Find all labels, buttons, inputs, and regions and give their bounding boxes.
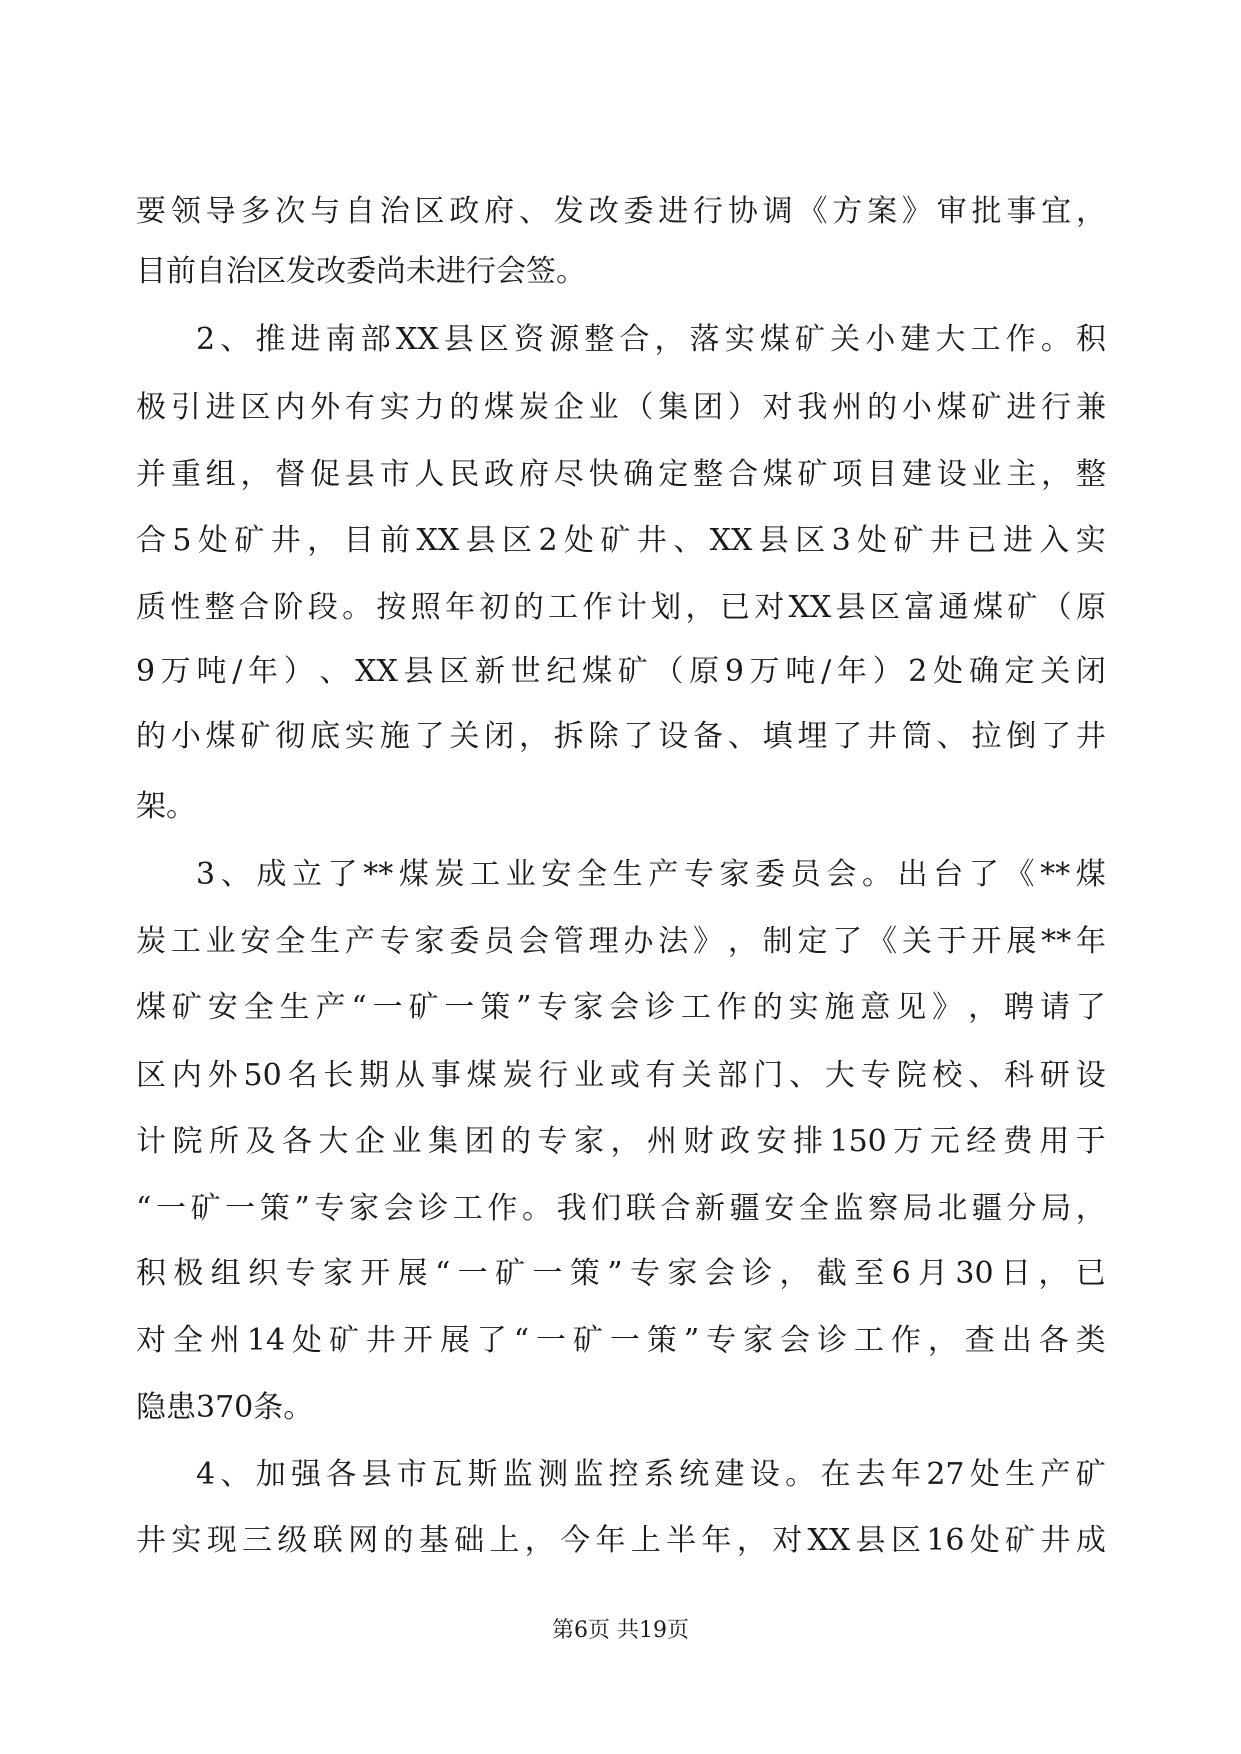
paragraph-line: 2 、 推 进 南 部 XX 县 区 资 源 整 合 ， 落 实 煤 矿 关 小 建 大 工 作 。 积 [196,322,1106,357]
paragraph-line: 积 极 组 织 专 家 开 展 “ 一 矿 一 策 ” 专 家 会 诊 ， 截 至 6 月 30 日 ， 已 [136,1256,1106,1291]
paragraph-line: 对 全 州 14 处 矿 井 开 展 了 “ 一 矿 一 策 ” 专 家 会 诊 工 作 ， 查 出 各 类 [136,1323,1106,1358]
paragraph-line: 计 院 所 及 各 大 企 业 集 团 的 专 家 ， 州 财 政 安 排 150 万 元 经 费 用 于 [136,1124,1106,1159]
paragraph-line: 的 小 煤 矿 彻 底 实 施 了 关 闭 ， 拆 除 了 设 备 、 填 埋 了 井 筒 、 拉 倒 了 井 [136,719,1106,754]
paragraph-line: 煤 矿 安 全 生 产 “ 一 矿 一 策 ” 专 家 会 诊 工 作 的 实 施 意 见 》 ， 聘 请 了 [136,990,1106,1025]
paragraph-line: 并 重 组 ， 督 促 县 市 人 民 政 府 尽 快 确 定 整 合 煤 矿 项 目 建 设 业 主 ， 整 [136,457,1106,492]
paragraph-line: 架。 [136,789,196,824]
paragraph-line: 质 性 整 合 阶 段 。 按 照 年 初 的 工 作 计 划 ， 已 对 XX 县 区 富 通 煤 矿 （ 原 [136,590,1106,625]
paragraph-line: 井 实 现 三 级 联 网 的 基 础 上 ， 今 年 上 半 年 ， 对 XX 县 区 16 处 矿 井 成 [136,1523,1106,1558]
paragraph-line: 目前自治区发改委尚未进行会签。 [136,254,586,289]
page-footer: 第6页 共19页 [552,1618,689,1643]
paragraph-line: 要 领 导 多 次 与 自 治 区 政 府 、 发 改 委 进 行 协 调 《 方 案 》 审 批 事 宜 ， [136,194,1106,229]
paragraph-line: “ 一 矿 一 策 ” 专 家 会 诊 工 作 。 我 们 联 合 新 疆 安 全 监 察 局 北 疆 分 局 ， [136,1191,1106,1226]
paragraph-line: 极 引 进 区 内 外 有 实 力 的 煤 炭 企 业 （ 集 团 ） 对 我 州 的 小 煤 矿 进 行 兼 [136,390,1106,425]
paragraph-line: 炭 工 业 安 全 生 产 专 家 委 员 会 管 理 办 法 》 ， 制 定 了 《 关 于 开 展 ** 年 [136,924,1106,959]
paragraph-line: 隐患370条。 [136,1390,314,1425]
paragraph-line: 3 、 成 立 了 ** 煤 炭 工 业 安 全 生 产 专 家 委 员 会 。 出 台 了 《 ** 煤 [196,857,1106,892]
paragraph-line: 4 、 加 强 各 县 市 瓦 斯 监 测 监 控 系 统 建 设 。 在 去 年 27 处 生 产 矿 [196,1457,1106,1492]
paragraph-line: 区 内 外 50 名 长 期 从 事 煤 炭 行 业 或 有 关 部 门 、 大 专 院 校 、 科 研 设 [136,1058,1106,1093]
paragraph-line: 合 5 处 矿 井 ， 目 前 XX 县 区 2 处 矿 井 、 XX 县 区 3 处 矿 井 已 进 入 实 [136,523,1106,558]
paragraph-line: 9 万 吨 / 年 ） 、 XX 县 区 新 世 纪 煤 矿 （ 原 9 万 吨 / 年 ） 2 处 确 定 关 闭 [136,654,1106,689]
